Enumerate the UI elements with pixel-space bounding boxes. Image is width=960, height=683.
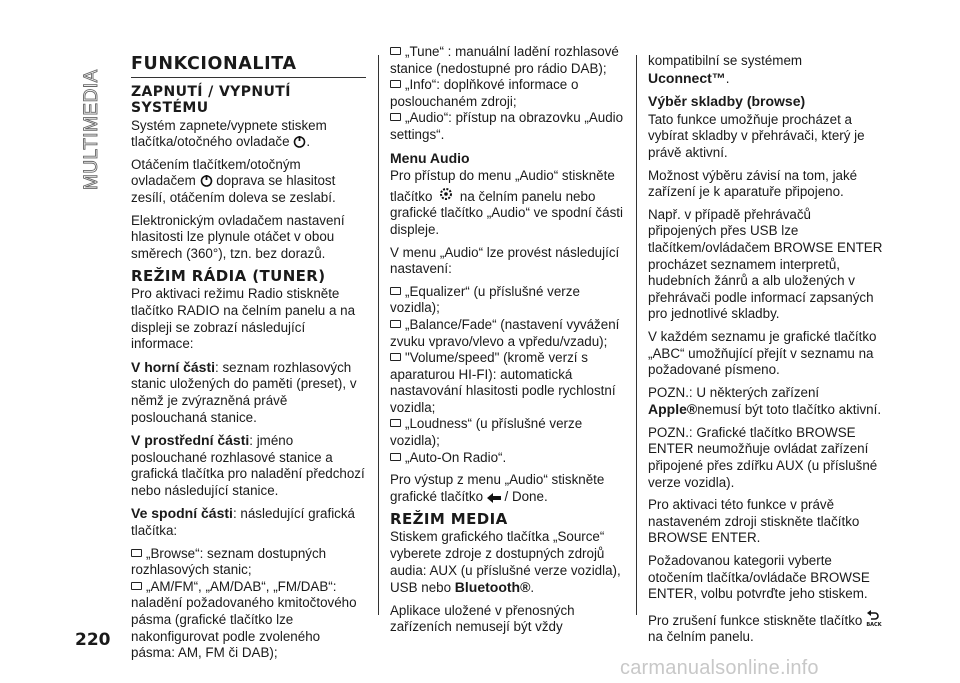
paragraph: POZN.: Grafické tlačítko BROWSE ENTER neumožňuje ovládat zařízení připojené přes zdířku AUX (u příslušné verze vozidla).	[648, 424, 878, 490]
paragraph: POZN.: U některých zařízení Apple®nemusí být toto tlačítko aktivní.	[648, 384, 882, 418]
paragraph: Systém zapnete/vypnete stiskem tlačítka/otočného ovladače .	[131, 117, 327, 150]
paragraph: Pro zrušení funkce stiskněte tlačítko BACK na čelním panelu.	[648, 609, 883, 646]
paragraph: Otáčením tlačítkem/otočným ovladačem doprava se hlasitost zesílí, otáčením doleva se zeslabí.	[131, 156, 336, 205]
bullet-icon	[131, 549, 142, 557]
page-number: 220	[75, 630, 111, 650]
list-item: „Balance/Fade“ (nastavení vyvážení zvuku vpravo/vlevo a vpředu/vzadu);	[390, 316, 620, 349]
side-section-label	[78, 42, 104, 192]
side-label-text: MULTIMEDIA	[81, 69, 102, 190]
paragraph: V horní části: seznam rozhlasových stanic uložených do paměti (preset), v němž je zvýrazněná právě poslouchaná stanice.	[131, 358, 357, 425]
heading-track-select: Výběr skladby (browse)	[648, 93, 806, 110]
bullet-icon	[390, 320, 401, 328]
paragraph: Pro výstup z menu „Audio“ stiskněte grafické tlačítko / Done.	[390, 472, 605, 504]
paragraph: Ve spodní části: následující grafická tlačítka:	[131, 505, 356, 539]
paragraph: Pro aktivaci této funkce v právě nastaveném zdroji stiskněte tlačítko BROWSE ENTER.	[648, 497, 860, 546]
list-item: „Loudness“ (u příslušné verze vozidla);	[390, 416, 583, 449]
paragraph: Možnost výběru závisí na tom, jaké zařízení je k aparatuře připojeno.	[648, 167, 858, 200]
paragraph: Pro přístup do menu „Audio“ stiskněte tlačítko na čelním panelu nebo grafické tlačítko „Audio“ ve spodní části displeje.	[390, 168, 623, 237]
column-divider-1	[378, 55, 379, 615]
paragraph: Např. v případě přehrávačů připojených přes USB lze tlačítkem/ovládačem BROWSE ENTER procházet seznamem interpretů, hudebních žánrů a alb uložených v přehrávači podle informací zapsaných pro jednotlivé skladby.	[648, 206, 883, 322]
list-item: „Audio“: přístup na obrazovku „Audio settings“.	[390, 110, 624, 142]
bullet-icon	[390, 287, 401, 295]
bullet-icon	[390, 353, 401, 361]
paragraph: Tato funkce umožňuje procházet a vybírat skladby v přehrávači, který je právě aktivní.	[648, 111, 865, 160]
list-item: „Equalizer“ (u příslušné verze vozidla);	[390, 283, 580, 316]
list-item: „Browse“: seznam dostupných rozhlasových stanic;	[131, 545, 327, 578]
paragraph: V každém seznamu je grafické tlačítko „ABC“ umožňující přejít v seznamu na požadované písmeno.	[648, 328, 877, 378]
list-item: „Auto-On Radio“.	[390, 450, 625, 467]
paragraph: Stiskem grafického tlačítka „Source“ vyberete zdroje z dostupných zdrojů audia: AUX (u příslušné verze vozidla), USB nebo Bluetooth®.	[390, 529, 621, 596]
page-title: FUNKCIONALITA	[131, 54, 297, 74]
power-knob-icon	[200, 174, 213, 187]
bullet-icon	[390, 113, 401, 121]
paragraph: Požadovanou kategorii vyberte otočením tlačítka/ovládače BROWSE ENTER, volbu potvrďte jeho stiskem.	[648, 553, 870, 602]
title-rule	[131, 77, 366, 78]
power-knob-icon	[293, 135, 306, 148]
paragraph: V prostřední části: jméno poslouchané rozhlasové stanice a grafická tlačítka pro naladění předchozí nebo následující stanice.	[131, 432, 365, 498]
column-1	[131, 50, 366, 662]
bullet-icon	[390, 419, 401, 427]
column-3	[648, 53, 883, 652]
audio-settings-icon	[436, 185, 456, 203]
column-divider-2	[636, 55, 637, 615]
back-icon-text: BACK	[866, 621, 882, 627]
bullet-icon	[390, 47, 401, 55]
bullet-icon	[390, 453, 401, 461]
bullet-icon	[131, 582, 142, 590]
watermark: carmanualsonline.info	[620, 657, 819, 679]
heading-menu-audio: Menu Audio	[390, 149, 470, 166]
back-arrow-icon	[487, 493, 501, 503]
list-item: „Info“: doplňkové informace o poslouchaném zdroji;	[390, 77, 579, 109]
bullet-icon	[390, 80, 401, 88]
heading-media: REŽIM MEDIA	[390, 510, 508, 529]
paragraph: Pro aktivaci režimu Radio stiskněte tlačítko RADIO na čelním panelu a na displeji se zobrazí následující informace:	[131, 286, 356, 352]
column-2	[390, 44, 625, 642]
heading-power: ZAPNUTÍ / VYPNUTÍ SYSTÉMU	[131, 83, 291, 116]
paragraph: V menu „Audio“ lze provést následující nastavení:	[390, 244, 620, 277]
list-item: „Tune“ : manuální ladění rozhlasové stanice (nedostupné pro rádio DAB);	[390, 44, 619, 76]
heading-radio: REŽIM RÁDIA (TUNER)	[131, 267, 326, 286]
list-item: „AM/FM“, „AM/DAB“, „FM/DAB“: naladění požadovaného kmitočtového pásma (grafické tlačítko lze nakonfigurovat podle zvoleného pásma: AM, FM či DAB);	[131, 578, 357, 661]
paragraph: Aplikace uložené v přenosných zařízeních nemusejí být vždy	[390, 602, 575, 635]
list-item: "Volume/speed" (kromě verzí s aparaturou HI-FI): automatická nastavování hlasitosti podle rychlostní vozidla;	[390, 350, 616, 415]
paragraph: kompatibilní se systémem Uconnect™.	[648, 53, 803, 86]
paragraph: Elektronickým ovladačem nastavení hlasitosti lze plynule otáčet v obou směrech (360°), tzn. bez dorazů.	[131, 212, 345, 261]
back-button-icon	[866, 609, 882, 627]
